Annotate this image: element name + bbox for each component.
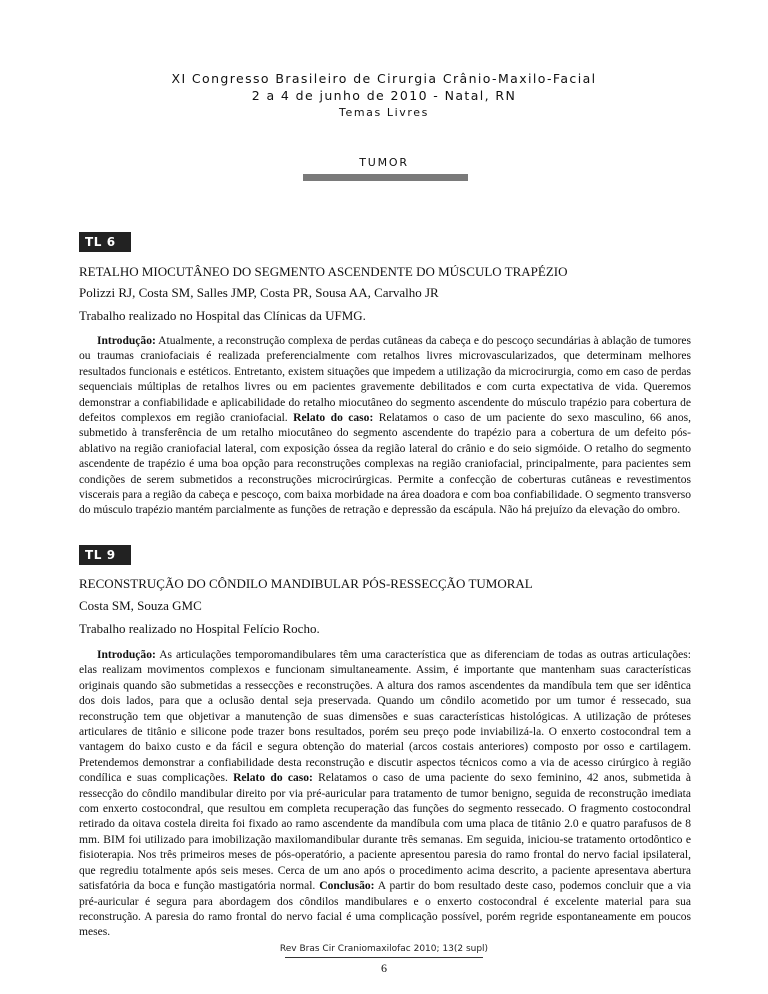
- case-text: Relatamos o caso de uma paciente do sexo feminino, 42 anos, submetida à ressecção do côndilo mandibular direito por via pré-auricular para tratamento de tumor benigno, seguida de reconstrução imediata com enxerto costocondral, que resultou em completa recuperação das funções do segmento ressecado. O fragmento costocondral retirado da oitava costela direita foi fixado ao ramo ascendente da mandíbula com uma placa de titânio 2.0 e quatro parafusos de 8 mm. BIM foi utilizado para imobilização maxilomandibular durante três semanas. Em seguida, iniciou-se tratamento ortodôntico e fisioterapia. Nos três primeiros meses de pós-operatório, a paciente apresentou paresia do ramo frontal do nervo facial ipsilateral, que regrediu totalmente após seis meses. Cerca de um ano após o procedimento acima descrito, a paciente apresentava abertura satisfatória da boca e função mastigatória normal.: [79, 772, 691, 893]
- section-bar: [303, 174, 468, 181]
- page-number: 6: [381, 961, 387, 975]
- congress-title: XI Congresso Brasileiro de Cirurgia Crânio-Maxilo-Facial: [171, 71, 597, 86]
- article-abstract: [79, 334, 691, 519]
- congress-header: [0, 70, 768, 121]
- article-abstract: [79, 648, 691, 941]
- article-authors: Polizzi RJ, Costa SM, Salles JMP, Costa PR, Sousa AA, Carvalho JR: [79, 285, 439, 300]
- conclusion-text: A partir do bom resultado deste caso, podemos concluir que a via pré-auricular é segura para abordagem dos côndilos mandibulares e o enxerto costocondral é excelente material para sua reconstrução. A paresia do ramo frontal do nervo facial é uma complicação possível, porém regride espontaneamente em poucos meses.: [79, 880, 691, 939]
- article-tag: TL 6: [79, 232, 131, 252]
- article-title: RETALHO MIOCUTÂNEO DO SEGMENTO ASCENDENTE DO MÚSCULO TRAPÉZIO: [79, 264, 568, 279]
- section-title: TUMOR: [359, 156, 409, 169]
- footer-divider: [285, 957, 483, 958]
- case-label: Relato do caso:: [293, 412, 374, 425]
- article-title: RECONSTRUÇÃO DO CÔNDILO MANDIBULAR PÓS-RESSECÇÃO TUMORAL: [79, 576, 533, 591]
- article-authors: Costa SM, Souza GMC: [79, 598, 202, 613]
- intro-label: Introdução:: [97, 649, 156, 661]
- congress-subtitle: Temas Livres: [339, 106, 429, 119]
- congress-dates: 2 a 4 de junho de 2010 - Natal, RN: [251, 88, 517, 103]
- conclusion-label: Conclusão:: [319, 880, 375, 893]
- case-text: Relatamos o caso de um paciente do sexo masculino, 66 anos, submetido à transferência de um retalho miocutâneo do segmento ascendente do trapézio para a cobertura de um defeito pós-ablativo na região craniofacial lateral, com exposição óssea da região lateral do crânio e do seio sigmóide. O retalho do segmento ascendente de trapézio é uma boa opção para reconstruções complexas na região craniofacial, principalmente, para pacientes sem condições de serem submetidos a reconstruções microcirúrgicas. Permite a confecção de coberturas cutâneas e revestimentos viscerais para a região da cabeça e pescoço, com baixa morbidade na área doadora e com boa confiabilidade. O segmento transverso do músculo trapézio mantém parcialmente as funções de retração e depressão da escápula. Não há prejuízo da elevação do ombro.: [79, 412, 692, 517]
- intro-text: As articulações temporomandibulares têm uma característica que as diferenciam de todas as outras articulações: elas realizam movimentos complexos e funcionam simultaneamente. Assim, é importante que mantenham suas características originais quando são submetidas a ressecções e reconstruções. A altura dos ramos ascendentes da mandíbula tem que ser idêntica dos dois lados, para que a oclusão dental seja preservada. Quando um côndilo acometido por um tumor é ressecado, sua reconstrução tem que objetivar a manutenção de suas dimensões e suas características histológicas. A utilização de próteses articulares de titânio e silicone pode trazer bons resultados, porém seu preço pode inviabilizá-la. O enxerto costocondral tem a vantagem do baixo custo e da fácil e segura obtenção do material (arcos costais anteriores) composto por osso e cartilagem. Pretendemos demonstrar a confiabilidade desta reconstrução e discutir aspectos técnicos como a via de acesso cirúrgico à região condílica e suas complicações.: [79, 649, 691, 785]
- intro-text: Atualmente, a reconstrução complexa de perdas cutâneas da cabeça e do pescoço secundárias à ablação de tumores ou traumas craniofaciais é realizada preferencialmente com retalhos livres microvascularizados, que determinam melhores resultados funcionais e estéticos. Entretanto, existem situações que impedem a utilização da microcirurgia, como em caso de perdas sequenciais múltiplas de retalhos livres ou em pacientes gravemente debilitados e com curta expectativa de vida. Queremos demonstrar a confiabilidade e aplicabilidade do retalho miocutâneo do segmento ascendente do músculo trapézio para cobertura de defeitos complexos em região craniofacial.: [79, 335, 691, 425]
- article-tag: TL 9: [79, 545, 131, 565]
- case-label: Relato do caso:: [233, 772, 313, 785]
- article-institution: Trabalho realizado no Hospital Felício Rocho.: [79, 621, 320, 636]
- intro-label: Introdução:: [97, 335, 156, 347]
- article-institution: Trabalho realizado no Hospital das Clínicas da UFMG.: [79, 308, 366, 323]
- journal-citation: Rev Bras Cir Craniomaxilofac 2010; 13(2 supl): [279, 944, 489, 954]
